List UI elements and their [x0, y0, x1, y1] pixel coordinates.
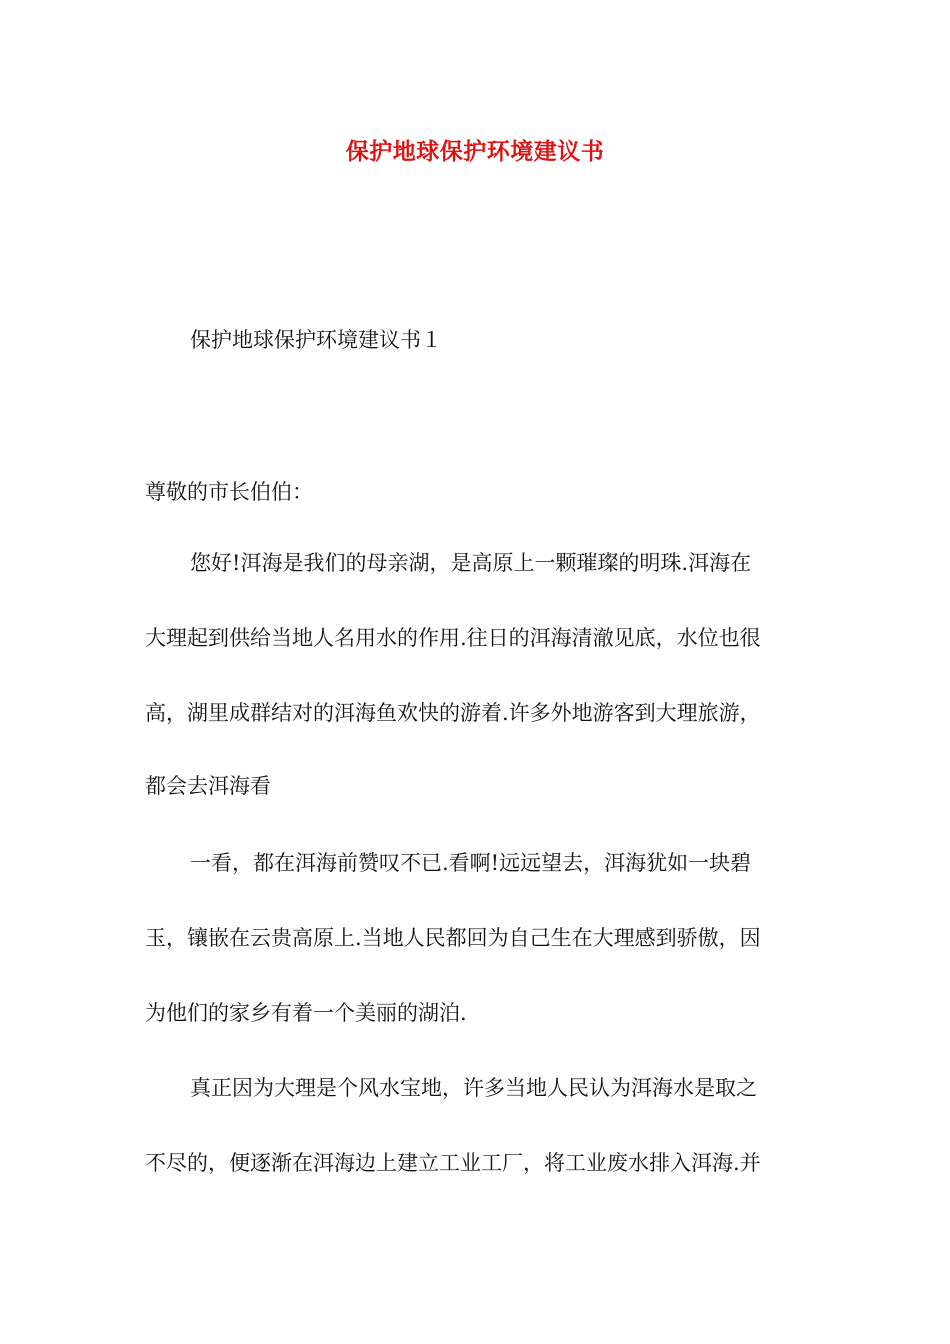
paragraph-line: 高，湖里成群结对的洱海鱼欢快的游着.许多外地游客到大理旅游， [145, 701, 761, 725]
document-title: 保护地球保护环境建议书 [345, 138, 605, 165]
paragraph-line: 不尽的，便逐渐在洱海边上建立工业工厂，将工业废水排入洱海.并 [145, 1151, 761, 1175]
salutation: 尊敬的市长伯伯： [145, 480, 313, 504]
section-heading: 保护地球保护环境建议书１ [190, 328, 442, 352]
paragraph-line: 玉，镶嵌在云贵高原上.当地人民都回为自己生在大理感到骄傲，因 [145, 926, 761, 950]
paragraph-line: 真正因为大理是个风水宝地，许多当地人民认为洱海水是取之 [190, 1076, 757, 1100]
paragraph-line: 您好!洱海是我们的母亲湖，是高原上一颗璀璨的明珠.洱海在 [190, 551, 752, 575]
paragraph-line: 都会去洱海看 [145, 774, 271, 798]
paragraph-line: 为他们的家乡有着一个美丽的湖泊. [145, 1001, 467, 1025]
paragraph-line: 一看，都在洱海前赞叹不已.看啊!远远望去，洱海犹如一块碧 [190, 851, 752, 875]
paragraph-line: 大理起到供给当地人名用水的作用.往日的洱海清澈见底，水位也很 [145, 626, 761, 650]
